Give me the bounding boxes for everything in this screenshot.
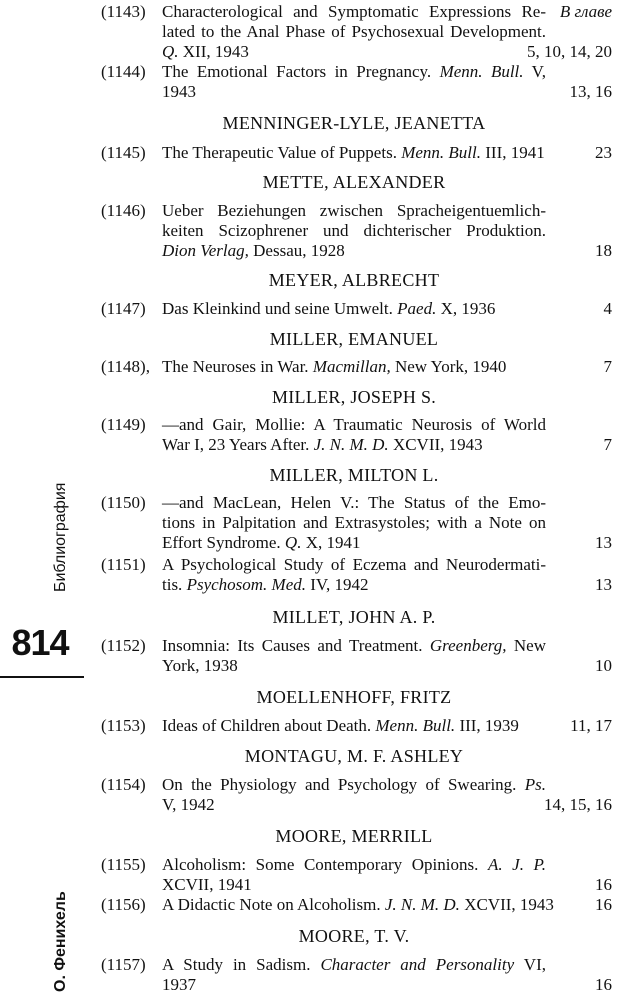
entry-text: —and MacLean, Helen V.: The Status of the Emo- tions in Palpitation and Extrasystoles; with a Note on Effort Syndrome. Q. X, 1941 <box>162 493 546 552</box>
entry-pages: 16 <box>595 875 612 894</box>
entry-number: (1148), <box>101 357 150 376</box>
entry-pages: 16 <box>595 895 612 914</box>
entry-pages: 16 <box>595 975 612 994</box>
page-number: 814 <box>11 622 69 663</box>
entry-pages: 18 <box>595 241 612 260</box>
entry-pages: 23 <box>595 143 612 162</box>
entry-number: (1149) <box>101 415 146 434</box>
entry-number: (1147) <box>101 299 146 318</box>
entry-text: Ideas of Children about Death. Menn. Bull. III, 1939 <box>162 716 519 735</box>
entry-text: On the Physiology and Psychology of Swearing. Ps. V, 1942 <box>162 775 546 814</box>
entry-number: (1145) <box>101 143 146 162</box>
entry-number: (1153) <box>101 716 146 735</box>
entry-pages: 7 <box>603 357 612 376</box>
side-section-name: Библиография <box>52 482 69 592</box>
entry-text: Ueber Beziehungen zwischen Spracheigentuemlich- keiten Scizophrener und dichterischer Produktion. Dion Verlag, Dessau, 1928 <box>162 201 546 260</box>
entry-pages: 10 <box>595 656 612 675</box>
entry-number: (1157) <box>101 955 146 974</box>
entry-number: (1156) <box>101 895 146 914</box>
entry-text: The Emotional Factors in Pregnancy. Menn. Bull. V, 1943 <box>162 62 546 101</box>
entry-number: (1144) <box>101 62 146 81</box>
entry-pages: 4 <box>603 299 612 318</box>
side-author: О. Фенихель <box>52 891 69 992</box>
entry-number: (1143) <box>101 2 146 21</box>
entry-text: The Neuroses in War. Macmillan, New York, 1940 <box>162 357 507 376</box>
author-heading: MILLER, EMANUEL <box>269 329 439 349</box>
entry-pages: 7 <box>603 435 612 454</box>
entry-pages: 13, 16 <box>569 82 612 101</box>
author-heading: MOORE, MERRILL <box>275 826 433 846</box>
entry-number: (1151) <box>101 555 146 574</box>
author-heading: MILLER, JOSEPH S. <box>271 387 437 407</box>
author-heading: MOORE, T. V. <box>298 926 410 946</box>
entry-number: (1150) <box>101 493 146 512</box>
entry-number: (1152) <box>101 636 146 655</box>
author-heading: MOELLENHOFF, FRITZ <box>256 687 452 707</box>
entry-pages: 13 <box>595 575 612 594</box>
entry-text: Insomnia: Its Causes and Treatment. Greenberg, New York, 1938 <box>162 636 546 675</box>
entry-text: A Study in Sadism. Character and Personality VI, 1937 <box>162 955 546 994</box>
entry-text: —and Gair, Mollie: A Traumatic Neurosis of World War I, 23 Years After. J. N. M. D. XCVII, 1943 <box>162 415 546 454</box>
entry-pages: 13 <box>595 533 612 552</box>
entry-pages: 11, 17 <box>570 716 612 735</box>
author-heading: MILLER, MILTON L. <box>269 465 439 485</box>
author-heading: MENNINGER-LYLE, JEANETTA <box>222 113 486 133</box>
entry-text: Das Kleinkind und seine Umwelt. Paed. X, 1936 <box>162 299 496 318</box>
author-heading: METTE, ALEXANDER <box>262 172 446 192</box>
entry-text: The Therapeutic Value of Puppets. Menn. Bull. III, 1941 <box>162 143 545 162</box>
entry-pages: В главе <box>559 2 612 21</box>
entry-text: Characterological and Symptomatic Expressions Re- lated to the Anal Phase of Psychosexual Development. Q. XII, 1943 <box>162 2 546 61</box>
entry-text: A Psychological Study of Eczema and Neurodermati- tis. Psychosom. Med. IV, 1942 <box>162 555 546 594</box>
author-heading: MILLET, JOHN A. P. <box>272 607 436 627</box>
entry-text: A Didactic Note on Alcoholism. J. N. M. D. XCVII, 1943 <box>162 895 554 914</box>
entry-number: (1154) <box>101 775 146 794</box>
entry-text: Alcoholism: Some Contemporary Opinions. A. J. P. XCVII, 1941 <box>162 855 546 894</box>
author-heading: MEYER, ALBRECHT <box>268 270 440 290</box>
entry-number: (1146) <box>101 201 146 220</box>
entry-pages: 5, 10, 14, 20 <box>527 42 612 61</box>
author-heading: MONTAGU, M. F. ASHLEY <box>244 746 464 766</box>
entry-pages: 14, 15, 16 <box>544 795 612 814</box>
entry-number: (1155) <box>101 855 146 874</box>
